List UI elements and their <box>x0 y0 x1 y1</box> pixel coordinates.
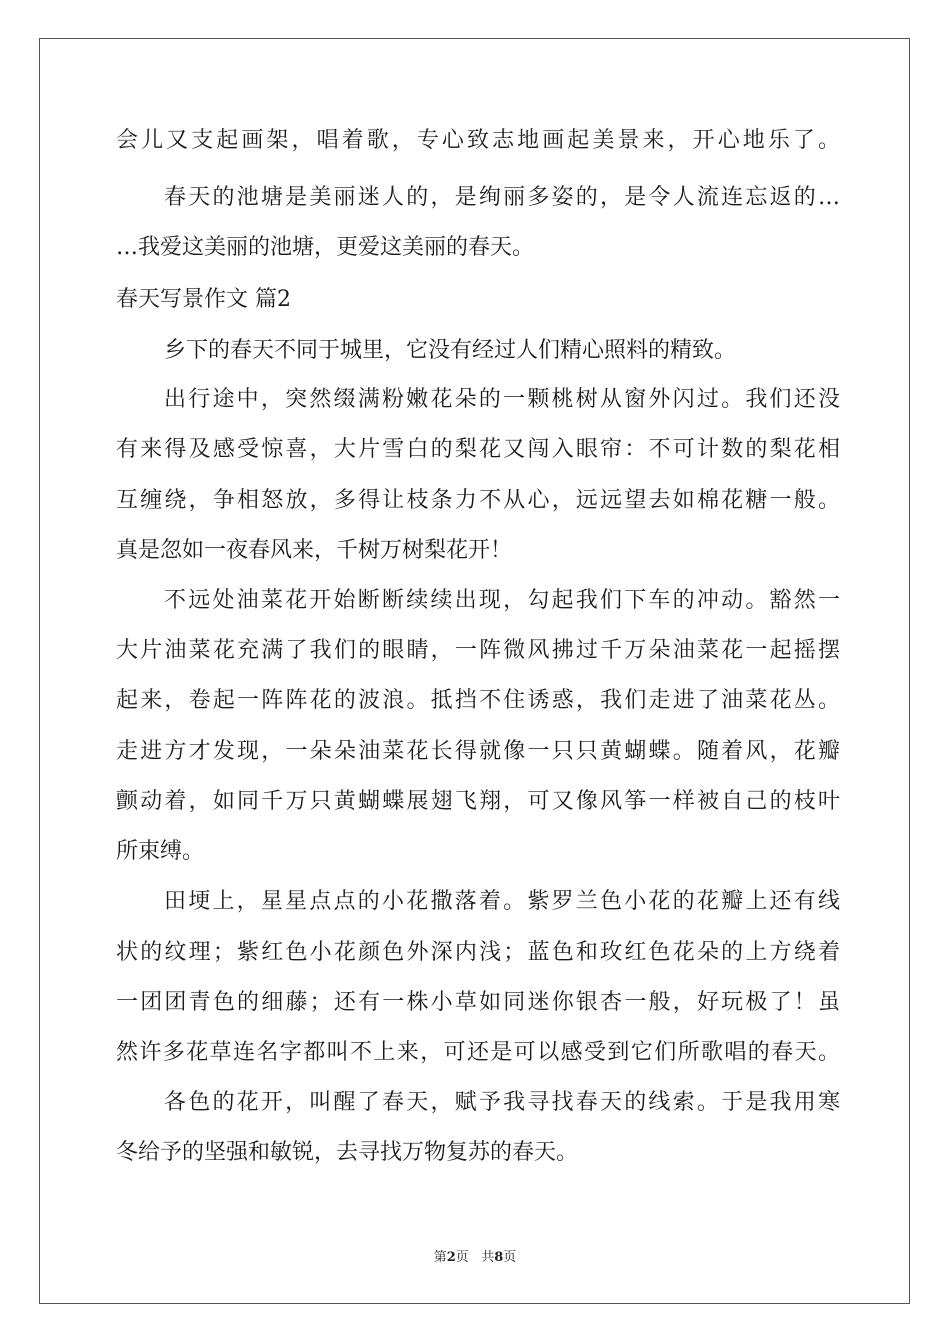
paragraph-line: 状的纹理；紫红色小花颜色外深内浅；蓝色和玫红色花朵的上方绕着 <box>116 940 840 965</box>
paragraph-line: 各色的花开，叫醒了春天，赋予我寻找春天的线索。于是我用寒 <box>164 1090 840 1115</box>
page-footer <box>0 1246 950 1265</box>
paragraph-line: 出行途中，突然缀满粉嫩花朵的一颗桃树从窗外闪过。我们还没 <box>164 387 840 412</box>
paragraph-line: 乡下的春天不同于城里，它没有经过人们精心照料的精致。 <box>164 338 737 363</box>
paragraph-line: 然许多花草连名字都叫不上来，可还是可以感受到它们所歌唱的春天。 <box>116 1040 840 1065</box>
paragraph-line: 有来得及感受惊喜，大片雪白的梨花又闯入眼帘：不可计数的梨花相 <box>116 437 840 462</box>
paragraph-line: 一团团青色的细藤；还有一株小草如同迷你银杏一般，好玩极了！虽 <box>116 990 840 1015</box>
paragraph-line: 起来，卷起一阵阵花的波浪。抵挡不住诱惑，我们走进了油菜花丛。 <box>116 688 840 713</box>
paragraph-line: 会儿又支起画架，唱着歌，专心致志地画起美景来，开心地乐了。 <box>116 128 840 153</box>
paragraph-line: 颤动着，如同千万只黄蝴蝶展翅飞翔，可又像风筝一样被自己的枝叶 <box>116 789 840 814</box>
paragraph-line: 大片油菜花充满了我们的眼睛，一阵微风拂过千万朵油菜花一起摇摆 <box>116 638 840 663</box>
paragraph-line: 田埂上，星星点点的小花撒落着。紫罗兰色小花的花瓣上还有线 <box>164 889 840 914</box>
paragraph-line: 互缠绕，争相怒放，多得让枝条力不从心，远远望去如棉花糖一般。 <box>116 488 840 513</box>
page-prefix: 第 <box>433 1250 447 1265</box>
page-number: 2 <box>446 1250 456 1265</box>
paragraph-line: 冬给予的坚强和敏锐，去寻找万物复苏的春天。 <box>116 1140 579 1165</box>
paragraph-line: 春天的池塘是美丽迷人的，是绚丽多姿的，是令人流连忘返的… <box>164 185 840 210</box>
paragraph-line: 不远处油菜花开始断断续续出现，勾起我们下车的冲动。豁然一 <box>164 588 840 613</box>
paragraph-line: 走进方才发现，一朵朵油菜花长得就像一只只黄蝴蝶。随着风，花瓣 <box>116 739 840 764</box>
page-suffix: 页 <box>455 1250 469 1265</box>
paragraph-line: …我爱这美丽的池塘，更爱这美丽的春天。 <box>116 235 535 260</box>
total-suffix: 页 <box>503 1250 517 1265</box>
section-heading: 春天写景作文 篇2 <box>116 287 291 312</box>
paragraph-line: 真是忽如一夜春风来，千树万树梨花开！ <box>116 538 513 563</box>
total-pages: 8 <box>494 1250 504 1265</box>
paragraph-line: 所束缚。 <box>116 839 205 864</box>
total-prefix: 共 <box>481 1250 495 1265</box>
